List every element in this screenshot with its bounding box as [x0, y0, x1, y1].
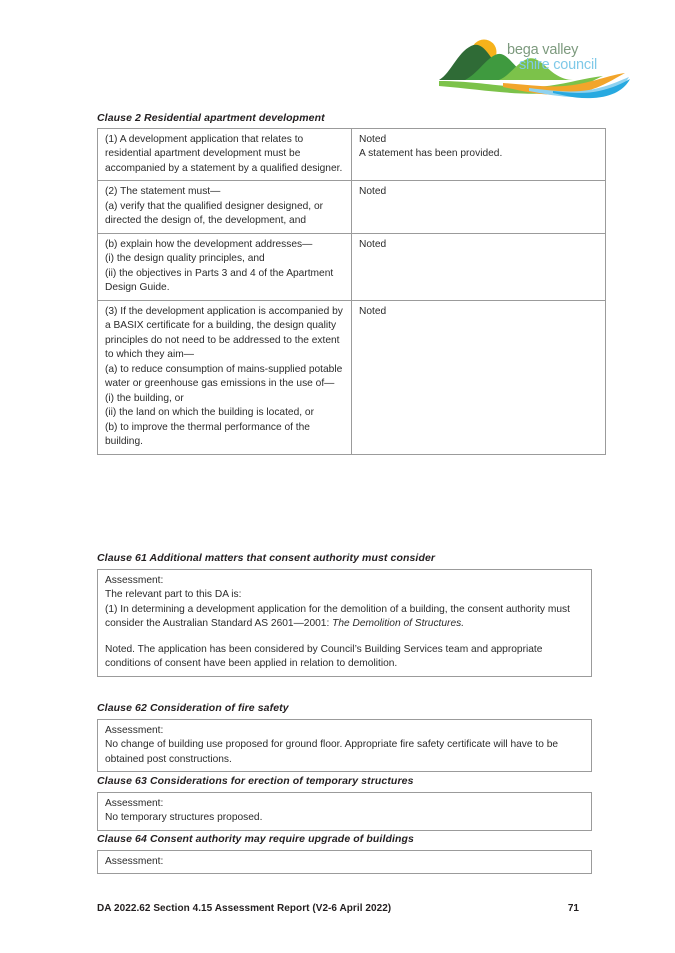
heading-clause-62: Clause 62 Consideration of fire safety — [97, 702, 289, 714]
citation-title: The Demolition of Structures. — [332, 618, 465, 630]
cell-text: (i) the building, or — [105, 392, 184, 404]
table-clause-61 — [97, 569, 592, 677]
assessment-label: Assessment: — [105, 575, 164, 586]
cell-text: (b) explain how the development addresses— — [105, 238, 313, 250]
footer-report-title: DA 2022.62 Section 4.15 Assessment Report (V2-6 April 2022) — [97, 903, 392, 914]
table-row — [98, 570, 592, 677]
cell-text: (i) the design quality principles, and — [105, 253, 265, 265]
table-row — [98, 129, 606, 181]
cell-text: Noted — [359, 238, 387, 250]
table-clause-64 — [97, 850, 592, 874]
assessment-label: Assessment: — [105, 856, 164, 867]
table-cell-response — [352, 233, 606, 300]
cell-text: (ii) the objectives in Parts 3 and 4 of the Apartment Design Guide. — [105, 267, 334, 294]
table-cell-requirement — [98, 233, 352, 300]
table-cell-response — [352, 181, 606, 233]
cell-text: Noted. The application has been considered by Council’s Building Services team and appropriate conditions of consent have been applied in relation to demolition. — [105, 643, 543, 670]
spacer — [105, 632, 585, 643]
cell-text: Noted — [359, 186, 387, 198]
table-cell-requirement — [98, 181, 352, 233]
assessment-label: Assessment: — [105, 725, 164, 736]
table-cell-assessment — [98, 570, 592, 677]
cell-text-with-citation — [105, 603, 585, 632]
logo-wordmark — [507, 43, 633, 73]
table-clause-2 — [97, 128, 606, 455]
table-row — [98, 793, 592, 831]
logo-line-shire-council: shire council — [519, 56, 597, 73]
table-cell-response — [352, 300, 606, 454]
table-row — [98, 181, 606, 233]
heading-clause-2: Clause 2 Residential apartment development — [97, 112, 325, 124]
table-clause-63 — [97, 792, 592, 831]
bega-valley-shire-council-logo — [437, 33, 633, 99]
table-cell-assessment — [98, 851, 592, 874]
citation-lead-text: (1) In determining a development application for the demolition of a building, the consent authority must consider the Australian Standard AS 2601—2001: — [105, 603, 570, 630]
logo-line-bega-valley: bega valley — [507, 42, 579, 58]
heading-clause-63: Clause 63 Considerations for erection of temporary structures — [97, 775, 414, 787]
table-cell-assessment — [98, 793, 592, 831]
cell-text: Noted — [359, 305, 387, 317]
heading-clause-64: Clause 64 Consent authority may require upgrade of buildings — [97, 833, 414, 845]
cell-text: Noted — [359, 134, 387, 145]
assessment-label: Assessment: — [105, 798, 164, 809]
cell-text: (ii) the land on which the building is located, or — [105, 407, 314, 419]
table-row — [98, 233, 606, 300]
cell-text: (3) If the development application is accompanied by a BASIX certificate for a building, the design quality principles do not need to be addressed to the extent to which they aim— — [105, 305, 343, 361]
cell-text: (a) to reduce consumption of mains-supplied potable water or greenhouse gas emissions in the use of— — [105, 363, 343, 390]
cell-text: (1) A development application that relates to residential apartment development must be accompanied by a statement by a qualified designer. — [105, 134, 343, 174]
heading-clause-61: Clause 61 Additional matters that consent authority must consider — [97, 552, 436, 564]
cell-text: (a) verify that the qualified designer designed, or directed the design of, the development, and — [105, 200, 324, 227]
table-row — [98, 851, 592, 874]
table-cell-requirement — [98, 129, 352, 181]
cell-text: A statement has been provided. — [359, 148, 503, 160]
table-cell-response — [352, 129, 606, 181]
table-row — [98, 720, 592, 772]
cell-text: The relevant part to this DA is: — [105, 589, 242, 601]
cell-text: No change of building use proposed for ground floor. Appropriate fire safety certificate will have to be obtained post constructions. — [105, 739, 559, 765]
table-clause-62 — [97, 719, 592, 772]
footer-page-number: 71 — [567, 903, 579, 914]
table-cell-requirement — [98, 300, 352, 454]
table-row — [98, 300, 606, 454]
cell-text: (b) to improve the thermal performance of the building. — [105, 421, 310, 448]
table-cell-assessment — [98, 720, 592, 772]
cell-text: (2) The statement must— — [105, 186, 221, 198]
cell-text: No temporary structures proposed. — [105, 812, 263, 824]
